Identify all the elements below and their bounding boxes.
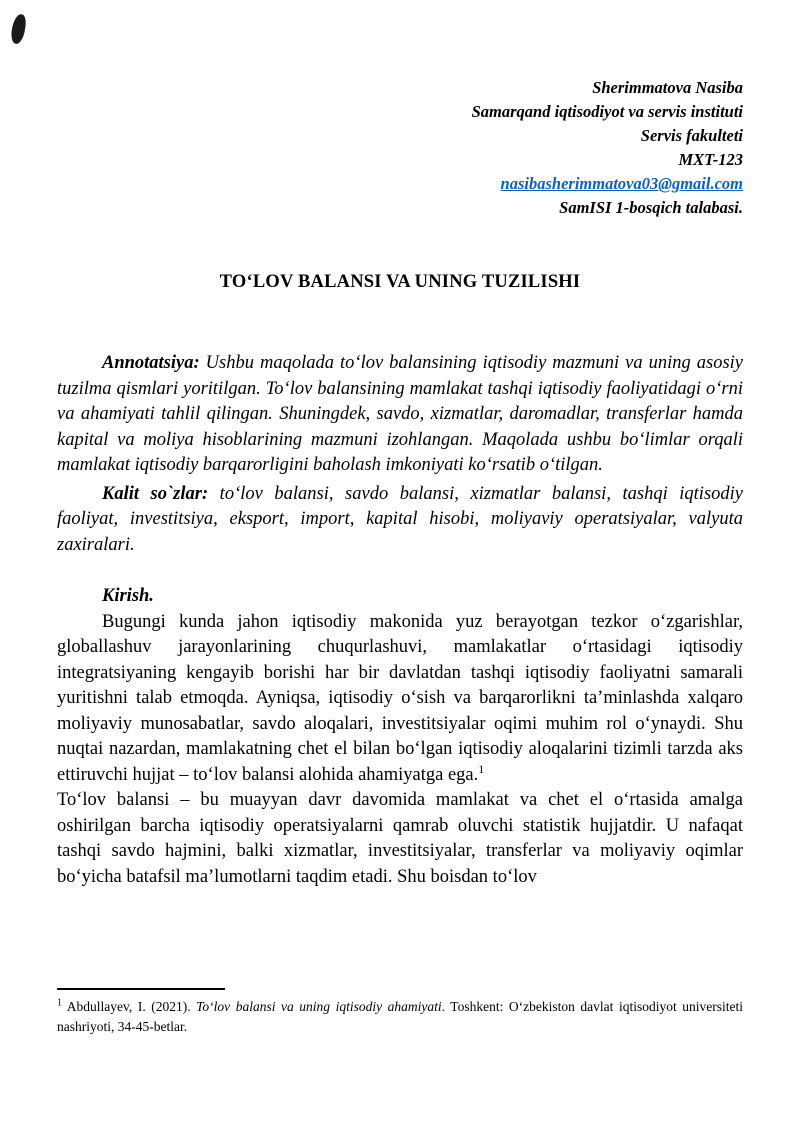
page-corner-ink-mark [10,13,27,45]
email-link[interactable]: nasibasherimmatova03@gmail.com [500,174,743,193]
body-paragraph-1 [57,610,743,789]
author-group-code: MXT-123 [678,150,743,169]
abstract-label: Annotatsiya: [102,353,200,373]
footnote-post-text: . Toshkent: O‘zbekiston davlat iqtisodiyot universiteti nashriyoti, 34-45-betlar. [57,999,743,1034]
body-paragraph-2-text: To‘lov balansi – bu muayyan davr davomida mamlakat va chet el o‘rtasida amalga oshirilgan barcha iqtisodiy operatsiyalarni qamrab oluvchi statistik hujjatdir. U nafaqat tashqi savdo hajmini, balki xizmatlar, investitsiyalar, transferlar va moliyaviy oqimlar bo‘yicha batafsil ma’lumotlarni taqdim etadi. Shu boisdan to‘lov [57,790,743,887]
footnote-reference: 1 [478,761,485,776]
footnote-divider [57,988,225,990]
document-content [57,0,743,890]
body-paragraph-2 [57,788,743,890]
body-paragraph-1-text: Bugungi kunda jahon iqtisodiy makonida yuz berayotgan tezkor o‘zgarishlar, globallashuv jarayonlarining chuqurlashuvi, mamlakatlar o‘rtasidagi iqtisodiy integratsiyaning kengayib borishi har bir davlatdan tashqi iqtisodiy faoliyatni samarali yuritishni talab etmoqda. Ayniqsa, iqtisodiy o‘sish va barqarorlikni ta’minlashda xalqaro moliyaviy munosabatlar, savdo aloqalari, investitsiyalar oqimi muhim rol o‘ynaydi. Shu nuqtai nazardan, mamlakatning chet el bilan bo‘lgan iqtisodiy aloqalarini tizimli tarzda aks ettiruvchi hujjat – to‘lov balansi alohida ahamiyatga ega. [57,611,743,785]
footnote-text [57,997,743,1036]
keywords-text: to‘lov balansi, savdo balansi, xizmatlar balansi, tashqi iqtisodiy faoliyat, investitsiya, eksport, import, kapital hisobi, moliyaviy operatsiyalar, valyuta zaxiralari. [57,483,743,555]
footnote-cited-title: To‘lov balansi va uning iqtisodiy ahamiyati [196,999,442,1014]
keywords-label: Kalit so`zlar: [102,483,209,504]
footnote-marker: 1 [57,997,62,1009]
author-institution: Samarqand iqtisodiyot va servis instituti [471,102,743,121]
author-email-line [57,172,743,196]
author-student-line: SamISI 1-bosqich talabasi. [559,198,743,217]
author-faculty: Servis fakulteti [640,126,743,145]
section-heading-kirish: Kirish. [102,586,154,606]
abstract-paragraph [57,351,743,479]
footnote-block [57,984,743,1036]
abstract-text: Ushbu maqolada to‘lov balansining iqtisodiy mazmuni va uning asosiy tuzilma qismlari yoritilgan. To‘lov balansining mamlakat tashqi iqtisodiy faoliyatidagi o‘rni va ahamiyati tahlil qilingan. Shuningdek, savdo, xizmatlar, daromadlar, transferlar hamda kapital va moliya hisoblarining mazmuni izohlangan. Maqolada ushbu bo‘limlar orqali mamlakat iqtisodiy barqarorligini baholash imkoniyati ko‘rsatib o‘tilgan. [57,353,743,475]
document-title: TO‘LOV BALANSI VA UNING TUZILISHI [219,272,581,292]
author-block [57,76,743,220]
author-name: Sherimmatova Nasiba [592,78,743,97]
footnote-pre-text: Abdullayev, I. (2021). [62,999,197,1014]
keywords-paragraph [57,482,743,559]
